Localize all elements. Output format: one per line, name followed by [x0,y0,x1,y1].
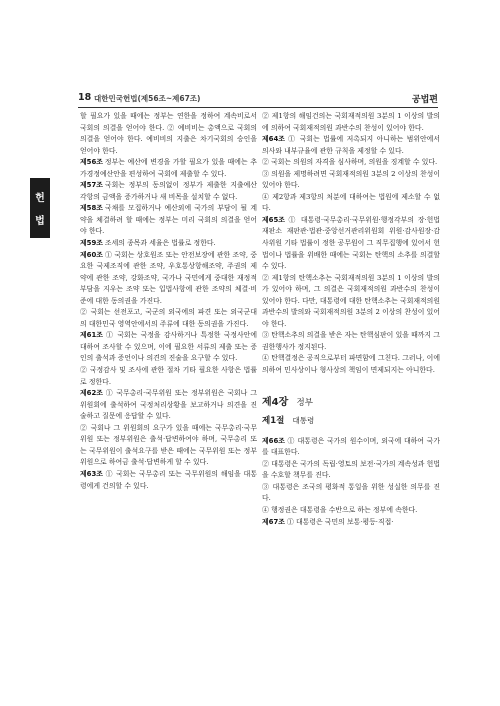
section-heading [262,415,440,428]
article-paragraph [262,111,440,134]
article-paragraph [80,238,257,250]
right-column [262,111,440,528]
chapter-title: 정부 [296,397,313,408]
article-paragraph [80,469,257,492]
article-number: 제67조 [262,517,285,526]
article-number: 제58조 [80,204,103,213]
article-paragraph [262,517,440,529]
article-text: 정부는 예산에 변경을 가할 필요가 있을 때에는 추가경정예산안을 편성하여 국회에 제출할 수 있다. [80,158,257,178]
article-number: 제60조 [80,250,103,259]
right-column-bottom [262,436,440,528]
article-paragraph [262,215,440,273]
article-text: ② 제1항의 탄핵소추는 국회재적의원 3분의 1 이상의 발의가 있어야 하며, 그 의결은 국회재적의원 과반수의 찬성이 있어야 한다. 다만, 대통령에 대한 탄핵소추는 국회재적의원 과반수의 발의와 국회재적의원 3분의 2 이상의 찬성이 있어야 한다. [262,273,440,328]
chapter-number: 제4장 [262,396,289,408]
article-text: ④ 탄핵결정은 공직으로부터 파면함에 그친다. 그러나, 이에 의하여 민사상이나 형사상의 책임이 면제되지는 아니한다. [262,354,440,375]
article-number: 제56조 [80,158,103,167]
article-text: ② 국회나 그 위원회의 요구가 있을 때에는 국무총리·국무위원 또는 정부위원은 출석·답변하여야 하며, 국무총리 또는 국무위원이 출석요구를 받은 때에는 국무위원 또는 정부위원으로 하여금 출석·답변하게 할 수 있다. [80,423,257,467]
article-paragraph [262,459,440,482]
article-text: ① 국회는 상호원조 또는 안전보장에 관한 조약, 중요한 국제조직에 관한 조약, 우호통상항해조약, 주권의 제약에 관한 조약, 강화조약, 국가나 국민에게 중대한 재정적 부담을 지우는 조약 또는 입법사항에 관한 조약의 체결·비준에 대한 동의권을 가진다. [80,250,257,305]
section-title: 대통령 [292,416,315,426]
article-paragraph [80,157,257,180]
running-title: 대한민국헌법(제56조~제67조) [94,94,201,103]
article-number: 제59조 [80,239,103,248]
article-text: ② 제1항의 해임건의는 국회재적의원 3분의 1 이상의 발의에 의하여 국회재적의원 과반수의 찬성이 있어야 한다. [262,112,440,132]
article-text: ① 대통령은 국가의 원수이며, 외국에 대하여 국가를 대표한다. [262,436,440,457]
article-text: ③ 탄핵소추의 의결을 받은 자는 탄핵심판이 있을 때까지 그 권한행사가 정지된다. [262,331,440,351]
article-number: 제61조 [80,331,103,340]
article-text: 할 필요가 있을 때에는 정부는 연한을 정하여 계속비로서 국회의 의결을 얻어야 한다. ② 예비비는 총액으로 국회의 의결을 얻어야 한다. 예비비의 지출은 차기국회의 승인을 얻어야 한다. [80,112,257,155]
article-number: 제62조 [80,389,103,398]
page-header [78,92,438,108]
article-paragraph [80,203,257,238]
article-paragraph [262,169,440,192]
page-number: 18 [78,92,92,103]
article-text: ① 국회는 국무총리 또는 국무위원의 해임을 대통령에게 건의할 수 있다. [80,469,257,490]
article-paragraph [80,388,257,423]
article-paragraph [80,307,257,330]
article-paragraph [262,157,440,169]
side-tab [30,178,50,238]
article-paragraph [262,353,440,376]
article-text: ③ 의원을 제명하려면 국회재적의원 3분의 2 이상의 찬성이 있어야 한다. [262,169,440,190]
article-text: 국채를 모집하거나 예산외에 국가의 부담이 될 계약을 체결하려 할 때에는 정부는 미리 국회의 의결을 얻어야 한다. [80,204,257,236]
article-number: 제66조 [262,436,285,445]
chapter-heading [262,397,440,410]
article-text: ① 국회는 법률에 저촉되지 아니하는 범위안에서 의사와 내부규율에 관한 규칙을 제정할 수 있다. [262,135,440,155]
article-paragraph [80,250,257,308]
section-label: 공법편 [411,95,438,105]
article-paragraph [80,365,257,388]
article-paragraph [262,482,440,505]
article-text: ① 국무총리·국무위원 또는 정부위원은 국회나 그 위원회에 출석하여 국정처리상황을 보고하거나 의견을 진술하고 질문에 응답할 수 있다. [80,389,257,421]
article-text: ① 대통령·국무총리·국무위원·행정각부의 장·헌법재판소 재판관·법관·중앙선거관리위원회 위원·감사원장·감사위원 기타 법률이 정한 공무원이 그 직무집행에 있어서 헌법이나 법률을 위배한 때에는 국회는 탄핵의 소추를 의결할 수 있다. [262,215,440,271]
article-text: ③ 대통령은 조국의 평화적 통일을 위한 성실한 의무를 진다. [262,482,440,503]
article-text: 조세의 종목과 세율은 법률로 정한다. [104,239,216,248]
article-paragraph [262,273,440,331]
article-paragraph [262,134,440,157]
article-text: ① 국회는 국정을 감사하거나 특정한 국정사안에 대하여 조사할 수 있으며, 이에 필요한 서류의 제출 또는 증인의 출석과 증언이나 의견의 진술을 요구할 수 있다. [80,331,257,363]
article-text: ① 대통령은 국민의 보통·평등·직접· [286,517,394,526]
side-tab-char-1: 헌 [35,193,45,204]
article-number: 제65조 [262,215,285,224]
article-paragraph [262,192,440,215]
side-tab-char-2: 법 [35,216,45,227]
article-paragraph [262,436,440,459]
article-paragraph [80,111,257,157]
article-paragraph [80,180,257,203]
article-text: ④ 제2항과 제3항의 처분에 대하여는 법원에 제소할 수 없다. [262,192,440,213]
section-number: 제1절 [262,416,285,427]
article-number: 제63조 [80,469,103,478]
left-column [80,111,257,492]
article-paragraph [262,505,440,517]
article-text: ② 국정감사 및 조사에 관한 절차 기타 필요한 사항은 법률로 정한다. [80,366,257,386]
right-column-top [262,111,440,377]
article-number: 제57조 [80,181,103,190]
article-text: ② 국회는 선전포고, 국군의 외국에의 파견 또는 외국군대의 대한민국 영역안에서의 주류에 대한 동의권을 가진다. [80,308,257,328]
article-paragraph [80,423,257,469]
header-rule [78,107,438,108]
article-paragraph [80,330,257,365]
article-number: 제64조 [262,135,285,144]
article-text: ② 국회는 의원의 자격을 심사하며, 의원을 징계할 수 있다. [262,158,438,167]
article-text: 국회는 정부의 동의없이 정부가 제출한 지출예산 각항의 금액을 증가하거나 새 비목을 설치할 수 없다. [80,181,257,201]
article-text: ④ 행정권은 대통령을 수반으로 하는 정부에 속한다. [262,505,418,514]
article-text: ② 대통령은 국가의 독립·영토의 보전·국가의 계속성과 헌법을 수호할 책무를 진다. [262,459,440,480]
article-paragraph [262,330,440,353]
